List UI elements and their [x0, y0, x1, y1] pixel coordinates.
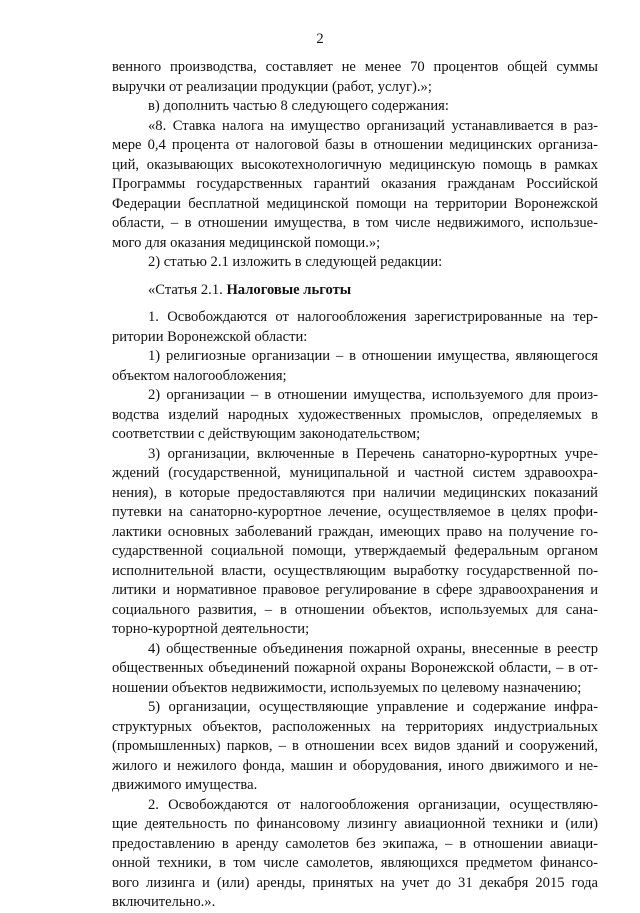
text-line: онной техники, в том числе самолетов, являющихся предметом финансо- — [112, 855, 598, 871]
text-line: 5) организации, осуществляющие управление и содержание инфра- — [148, 699, 598, 715]
text-line: щие деятельность по финансовому лизингу авиационной техники и (или) — [112, 816, 598, 832]
text-line: структурных объектов, расположенных на территориях индустриальных — [112, 718, 598, 735]
text-line: объектом налогообложения; — [112, 367, 287, 384]
text-line: 4) общественные объединения пожарной охраны, внесенные в реестр — [148, 640, 598, 657]
text-line — [112, 281, 598, 301]
paragraph-continuation — [112, 58, 598, 97]
text-line: общественных объединений пожарной охраны Воронежской области, – в от- — [112, 660, 598, 676]
text-line: области, – в отношении имущества, в том числе недвижимого, использue- — [112, 215, 598, 231]
text-line: 2) организации – в отношении имущества, используемого для произ- — [148, 387, 598, 403]
text-line: сударственной социальной помощи, утверждаемый федеральным органом — [112, 543, 598, 559]
text-line: 2. Освобождаются от налогообложения организации, осуществляю- — [148, 796, 598, 813]
text-line: ций, оказывающих высокотехнологичную медицинскую помощь в рамках — [112, 156, 598, 173]
text-line: «8. Ставка налога на имущество организаций устанавливается в раз- — [148, 117, 598, 134]
text-line: ритории Воронежской области: — [112, 328, 308, 345]
text-line: предоставлению в аренду самолетов без экипажа, – в отношении авиаци- — [112, 835, 598, 852]
paragraph-item-2 — [112, 253, 598, 273]
article-number: «Статья 2.1. — [148, 281, 227, 298]
text-line: ношении объектов недвижимости, используемых по целевому назначению; — [112, 679, 582, 696]
paragraph-item-v — [112, 97, 598, 117]
text-line: торно-курортной деятельности; — [112, 621, 310, 637]
article-heading — [112, 281, 598, 301]
text-line: выручки от реализации продукции (работ, услуг).»; — [112, 78, 432, 95]
text-line: литики и нормативное правовое регулирование в сфере здравоохранения и — [112, 582, 598, 598]
text-line: исполнительной власти, осуществляющим выработку государственной по- — [112, 562, 598, 579]
list-item-2 — [112, 386, 598, 445]
text-line: включительно.». — [112, 894, 216, 910]
text-line: мере 0,4 процента от налоговой базы в отношении медицинских организа- — [112, 137, 598, 153]
list-item-3 — [112, 445, 598, 640]
article-title: Налоговые льготы — [226, 281, 352, 298]
paragraph-part-8 — [112, 117, 598, 254]
text-line: (промышленных) парков, – в отношении всех видов зданий и сооружений, — [112, 738, 598, 754]
document-body — [112, 58, 598, 913]
page-number: 2 — [316, 31, 324, 47]
text-line: в) дополнить частью 8 следующего содержания: — [148, 98, 449, 114]
text-line: ждений (государственной, муниципальной и частной систем здравоохра- — [112, 465, 598, 481]
text-line: социального развития, – в отношении объектов, используемых для сана- — [112, 601, 598, 618]
text-line: венного производства, составляет не менее 70 процентов общей суммы — [112, 59, 598, 75]
text-line: мого для оказания медицинской помощи.»; — [112, 234, 381, 251]
text-line: Программы государственных гарантий оказания гражданам Российской — [112, 176, 598, 192]
text-line: вого лизинга и (или) аренды, принятых на учет до 31 декабря 2015 года — [112, 874, 598, 891]
paragraph-clause-1 — [112, 308, 598, 347]
text-line: 1. Освобождаются от налогообложения зарегистрированные на тер- — [148, 309, 598, 325]
text-line: соответствии с действующим законодательством; — [112, 426, 421, 442]
text-line: 2) статью 2.1 изложить в следующей редакции: — [148, 254, 443, 270]
text-line: нения), в которые предоставляются при наличии медицинских показаний — [112, 484, 598, 501]
text-line: Федерации бесплатной медицинской помощи на территории Воронежской — [112, 195, 598, 212]
list-item-5 — [112, 698, 598, 796]
list-item-1 — [112, 347, 598, 386]
list-item-4 — [112, 640, 598, 699]
text-line: 1) религиозные организации – в отношении имущества, являющегося — [148, 348, 598, 364]
text-line: водства изделий народных художественных промыслов, определяемых в — [112, 406, 598, 423]
text-line: путевки на санаторно-курортное лечение, осуществляемое в целях профи- — [112, 504, 598, 520]
text-line: жилого и нежилого фонда, машин и оборудования, иного движимого и не- — [112, 757, 598, 774]
text-line: лактики основных заболеваний граждан, имеющих право на получение го- — [112, 523, 598, 540]
text-line: движимого имущества. — [112, 777, 258, 793]
text-line: 3) организации, включенные в Перечень санаторно-курортных учре- — [148, 445, 598, 462]
paragraph-clause-2 — [112, 796, 598, 913]
